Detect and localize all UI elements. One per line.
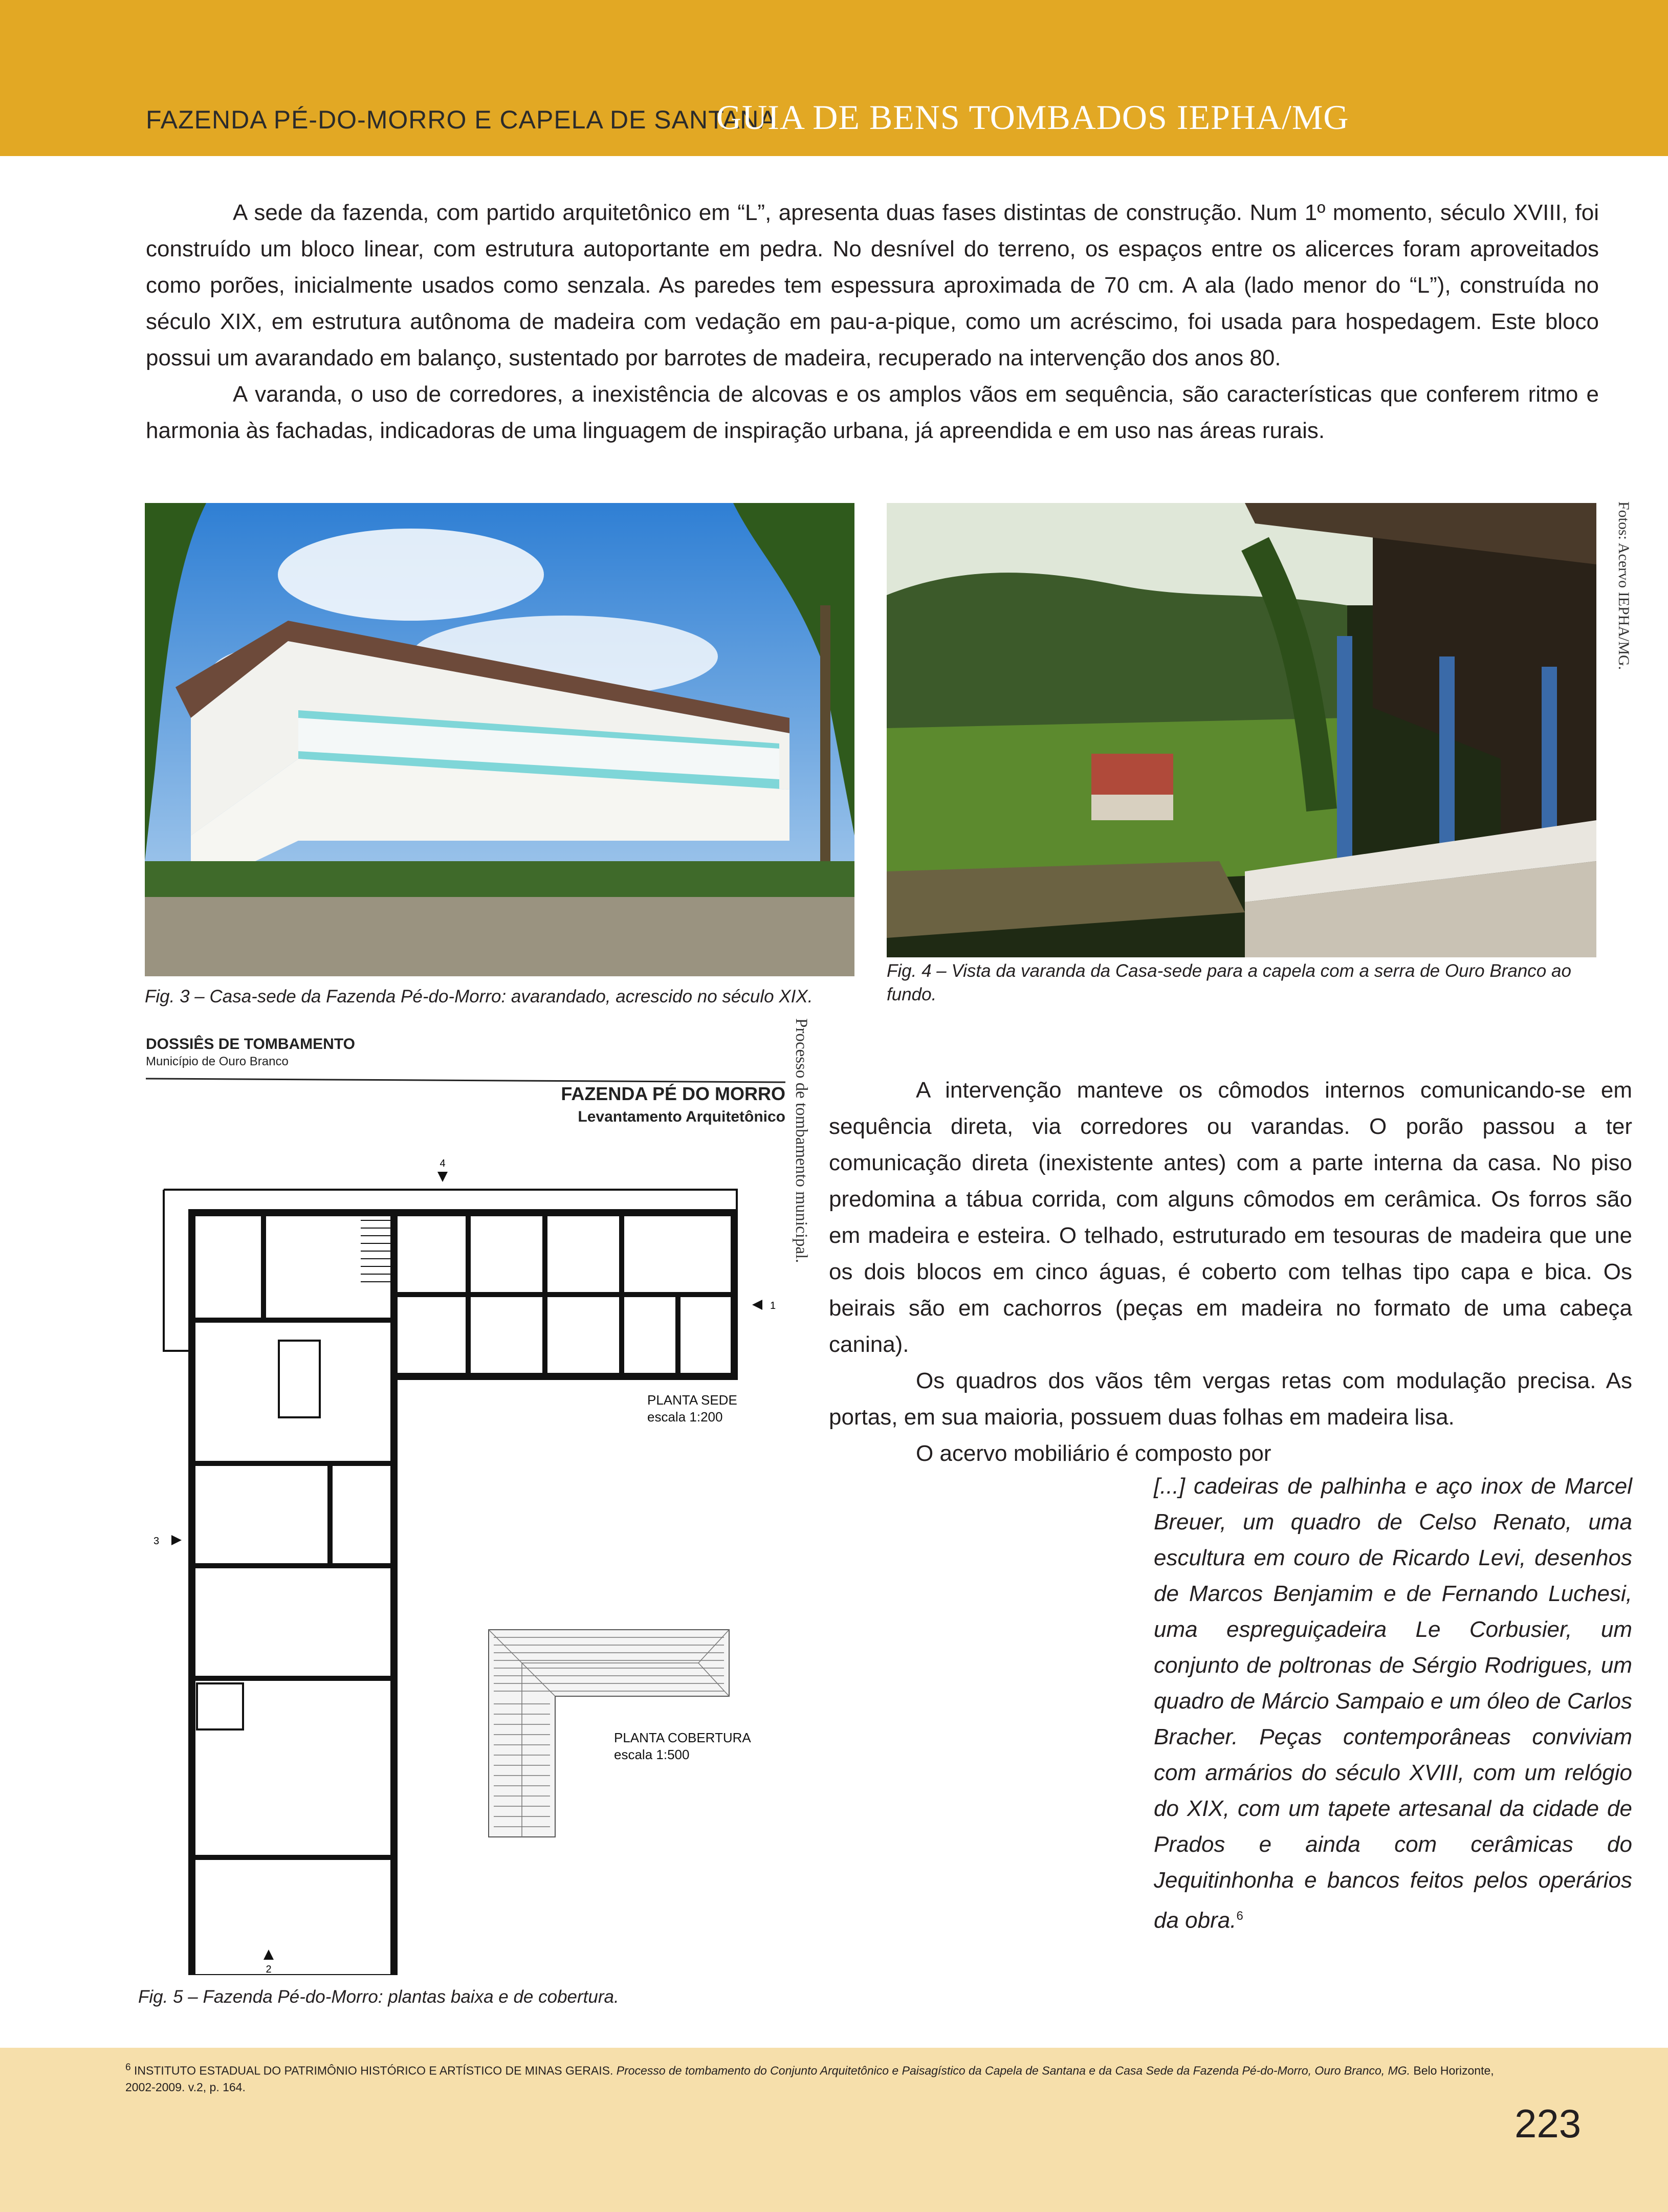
footnote-rest: Belo Horizonte, 2002-2009. v.2, p. 164.: [125, 2064, 1494, 2094]
planta-cobertura-label: PLANTA COBERTURA: [614, 1730, 751, 1745]
running-title: FAZENDA PÉ-DO-MORRO E CAPELA DE SANTANA: [146, 105, 777, 134]
fig5-floor-plan: [136, 1023, 796, 1975]
paragraph: A varanda, o uso de corredores, a inexistência de alcovas e os amplos vãos em sequência, são características que conferem ritmo e harmonia às fachadas, indicadoras de uma linguagem de inspiração urbana, já apreendida e em uso nas áreas rurais.: [146, 382, 1599, 443]
page-number: 223: [1515, 2101, 1582, 2146]
right-column-text: [829, 1072, 1632, 1472]
paragraph: A sede da fazenda, com partido arquitetônico em “L”, apresenta duas fases distintas de construção. Num 1º momento, século XVIII, foi construído um bloco linear, com estrutura autoportante em pedra. No desnível do terreno, os espaços entre os alicerces foram aproveitados como porões, inicialmente usados como senzala. As paredes tem espessura aproximada de 70 cm. A ala (lado menor do “L”), construída no século XIX, em estrutura autônoma de madeira com vedação em pau-a-pique, como um acréscimo, foi usada para hospedagem. Este bloco possui um avarandado em balanço, sustentado por barrotes de madeira, recuperado na intervenção dos anos 80.: [146, 200, 1599, 370]
plan-subtitle: Levantamento Arquitetônico: [578, 1108, 785, 1125]
marker-1: 1: [770, 1300, 776, 1311]
fig4-caption: Fig. 4 – Vista da varanda da Casa-sede para a capela com a serra de Ouro Branco ao fundo.: [887, 961, 1571, 1004]
page-header: [0, 0, 1668, 156]
paragraph: A intervenção manteve os cômodos internos comunicando-se em sequência direta, via corredores ou varandas. O porão passou a ter comunicação direta (inexistente antes) com a parte interna da casa. No piso predomina a tábua corrida, com alguns cômodos em cerâmica. Os forros são em madeira e esteira. O telhado, estruturado em tesouras de madeira que une os dois blocos em cinco águas, é coberto com telhas tipo capa e bica. Os beirais são em cachorros (peças em madeira no formato de uma cabeça canina).: [829, 1078, 1632, 1357]
footnote-title: Processo de tombamento do Conjunto Arquitetônico e Paisagístico da Capela de Santana e da Casa Sede da Fazenda Pé-do-Morro, Ouro Branco, MG.: [616, 2064, 1411, 2077]
publication-title: GUIA DE BENS TOMBADOS IEPHA/MG: [716, 98, 1349, 137]
paragraph: Os quadros dos vãos têm vergas retas com modulação precisa. As portas, em sua maioria, possuem duas folhas em madeira lisa.: [829, 1368, 1632, 1430]
photo-credit: Fotos: Acervo IEPHA/MG.: [1615, 501, 1632, 670]
fig3-caption: Fig. 3 – Casa-sede da Fazenda Pé-do-Morro: avarandado, acrescido no século XIX.: [145, 987, 813, 1006]
marker-2: 2: [266, 1964, 272, 1975]
plan-title: FAZENDA PÉ DO MORRO: [561, 1083, 785, 1104]
intro-text: [146, 194, 1599, 449]
dossie-subtitle: Município de Ouro Branco: [146, 1055, 289, 1068]
process-credit: Processo de tombamento municipal.: [792, 1018, 810, 1263]
footnote: [125, 2060, 1507, 2095]
marker-3: 3: [153, 1536, 160, 1547]
paragraph: O acervo mobiliário é composto por: [916, 1441, 1271, 1466]
fig4-photo: [887, 503, 1596, 957]
fig5-caption: Fig. 5 – Fazenda Pé-do-Morro: plantas baixa e de cobertura.: [138, 1987, 619, 2007]
footnote-ref: 6: [1236, 1909, 1243, 1923]
footnote-org: INSTITUTO ESTADUAL DO PATRIMÔNIO HISTÓRICO E ARTÍSTICO DE MINAS GERAIS.: [134, 2064, 613, 2077]
planta-sede-label: PLANTA SEDE: [647, 1392, 737, 1408]
fig3-photo: [145, 503, 854, 976]
block-quote: [...] cadeiras de palhinha e aço inox de Marcel Breuer, um quadro de Celso Renato, uma escultura em couro de Ricardo Levi, desenhos de Marcos Benjamim e de Fernando Luchesi, uma espreguiçadeira Le Corbusier, um conjunto de poltronas de Sérgio Rodrigues, um quadro de Márcio Sampaio e um óleo de Carlos Bracher. Peças contemporâneas conviviam com armários do século XVIII, com um relógio do XIX, com um tapete artesanal da cidade de Prados e ainda com cerâmicas do Jequitinhonha e bancos feitos pelos operários da obra.$^6$: [1154, 1474, 1632, 1933]
dossie-title: DOSSIÊS DE TOMBAMENTO: [146, 1036, 355, 1053]
marker-4: 4: [440, 1158, 446, 1169]
planta-sede-scale: escala 1:200: [647, 1409, 723, 1425]
footnote-mark: 6: [125, 2062, 131, 2073]
planta-cobertura-scale: escala 1:500: [614, 1747, 690, 1762]
